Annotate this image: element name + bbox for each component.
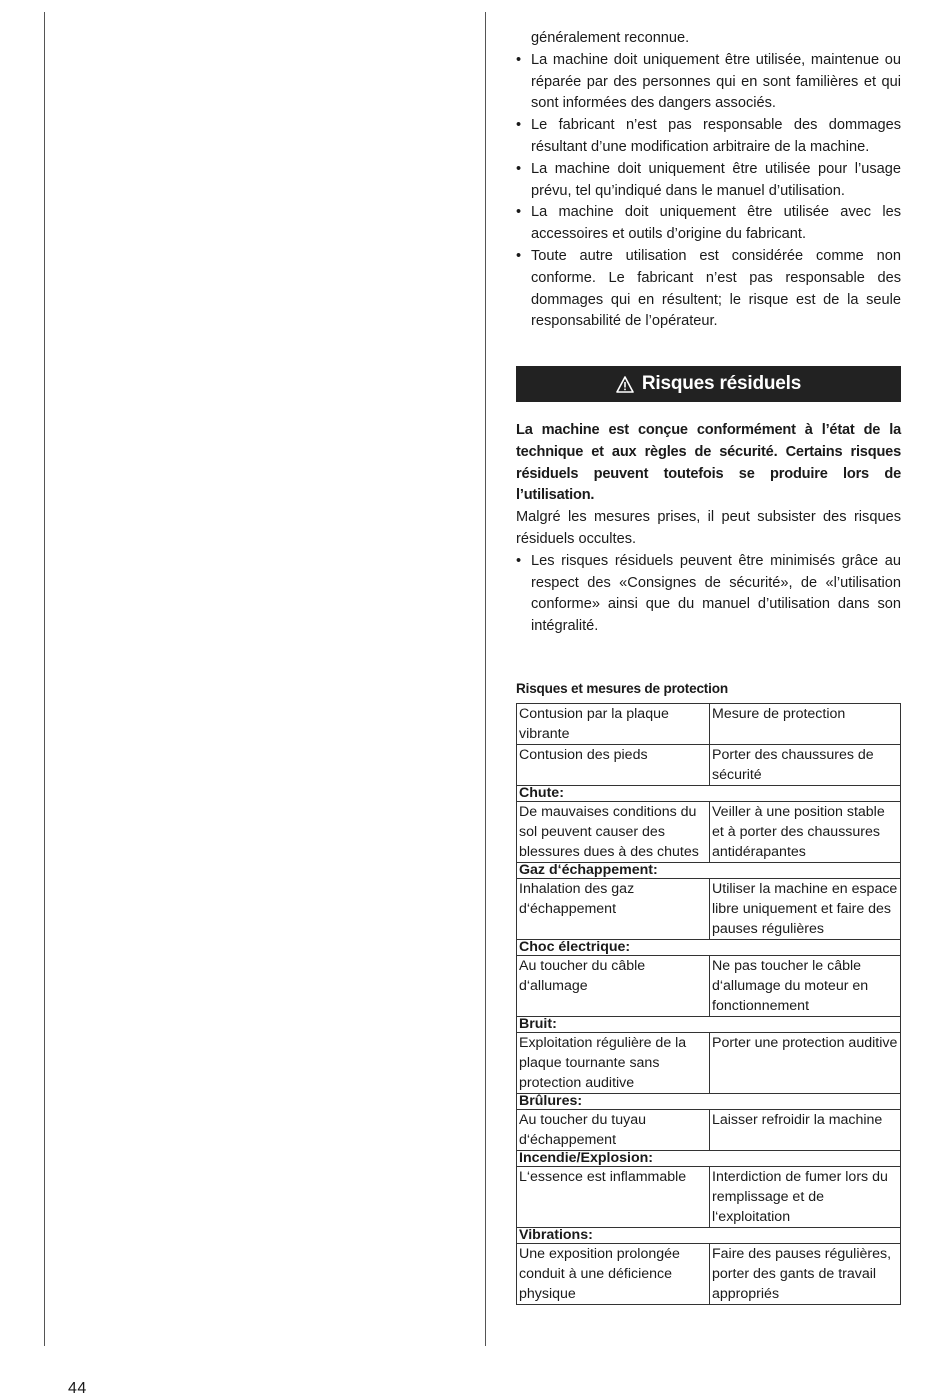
center-column-rule xyxy=(485,12,486,1346)
section-title: Risques résiduels xyxy=(641,373,802,394)
category-row xyxy=(517,940,901,956)
risk-table xyxy=(516,703,901,1305)
risk-cell: Contusion des pieds xyxy=(517,745,710,786)
measure-cell: Interdiction de fumer lors du remplissage et de l‘exploitation xyxy=(710,1167,901,1228)
measure-cell: Utiliser la machine en espace libre uniquement et faire des pauses régulières xyxy=(710,879,901,940)
risk-cell: De mauvaises conditions du sol peuvent causer des blessures dues à des chutes xyxy=(517,802,710,863)
category-row xyxy=(517,786,901,802)
intro-continuation: généralement reconnue. xyxy=(531,30,690,46)
intro-bullet: • La machine doit uniquement être utilisée pour l’usage prévu, tel qu’indiqué dans le manuel d’utilisation. xyxy=(516,159,901,203)
left-column-rule xyxy=(44,12,45,1346)
risk-cell: Contusion par la plaque vibrante xyxy=(517,704,710,745)
risk-table-container xyxy=(516,703,901,1305)
intro-text xyxy=(516,28,901,333)
intro-bullet: • La machine doit uniquement être utilisée, maintenue ou réparée par des personnes qui en sont familières et qui sont informées des dangers associés. xyxy=(516,50,901,115)
intro-bullet: • La machine doit uniquement être utilisée avec les accessoires et outils d’origine du fabricant. xyxy=(516,202,901,246)
category-cell: Chute: xyxy=(517,786,901,802)
measure-cell: Faire des pauses régulières, porter des gants de travail appropriés xyxy=(710,1244,901,1305)
risk-cell: Au toucher du tuyau d‘échappement xyxy=(517,1110,710,1151)
category-cell: Choc électrique: xyxy=(517,940,901,956)
page-number: 44 xyxy=(68,1380,87,1397)
residual-risk-text xyxy=(516,420,901,638)
category-cell: Gaz d‘échappement: xyxy=(517,863,901,879)
measure-cell: Veiller à une position stable et à porter des chaussures antidérapantes xyxy=(710,802,901,863)
warning-triangle-icon xyxy=(616,376,634,393)
category-row xyxy=(517,863,901,879)
section-paragraph: Malgré les mesures prises, il peut subsister des risques résiduels occultes. xyxy=(516,509,901,547)
category-cell: Brûlures: xyxy=(517,1094,901,1110)
section-bullet: • Les risques résiduels peuvent être minimisés grâce au respect des «Consignes de sécurité», de «l’utilisation conforme» ainsi que du manuel d’utilisation dans son intégralité. xyxy=(516,551,901,638)
category-cell: Incendie/Explosion: xyxy=(517,1151,901,1167)
table-row xyxy=(517,704,901,745)
measure-cell: Mesure de protection xyxy=(710,704,901,745)
section-bold-intro: La machine est conçue conformément à l’état de la technique et aux règles de sécurité. Certains risques résiduels peuvent toutefois se produire lors de l’utilisation. xyxy=(516,422,901,504)
intro-bullet: • Le fabricant n’est pas responsable des dommages résultant d’une modification arbitraire de la machine. xyxy=(516,115,901,159)
measure-cell: Porter une protection auditive xyxy=(710,1033,901,1094)
section-header xyxy=(516,366,901,402)
table-row xyxy=(517,1110,901,1151)
risk-cell: Une exposition prolongée conduit à une déficience physique xyxy=(517,1244,710,1305)
table-caption: Risques et mesures de protection xyxy=(516,681,728,696)
measure-cell: Ne pas toucher le câble d‘allumage du moteur en fonctionnement xyxy=(710,956,901,1017)
table-row xyxy=(517,1167,901,1228)
risk-cell: Inhalation des gaz d‘échappement xyxy=(517,879,710,940)
measure-cell: Porter des chaussures de sécurité xyxy=(710,745,901,786)
category-cell: Bruit: xyxy=(517,1017,901,1033)
table-row xyxy=(517,1244,901,1305)
category-row xyxy=(517,1094,901,1110)
section-bullet-list xyxy=(516,551,901,638)
category-row xyxy=(517,1228,901,1244)
table-row xyxy=(517,879,901,940)
table-row xyxy=(517,1033,901,1094)
risk-cell: Exploitation régulière de la plaque tournante sans protection auditive xyxy=(517,1033,710,1094)
measure-cell: Laisser refroidir la machine xyxy=(710,1110,901,1151)
intro-bullet-list xyxy=(516,50,901,333)
category-cell: Vibrations: xyxy=(517,1228,901,1244)
intro-bullet: • Toute autre utilisation est considérée comme non conforme. Le fabricant n’est pas responsable des dommages qui en résultent; le risque est de la seule responsabilité de l’opérateur. xyxy=(516,246,901,333)
risk-cell: Au toucher du câble d‘allumage xyxy=(517,956,710,1017)
table-row xyxy=(517,956,901,1017)
table-row xyxy=(517,745,901,786)
risk-cell: L‘essence est inflammable xyxy=(517,1167,710,1228)
table-row xyxy=(517,802,901,863)
category-row xyxy=(517,1017,901,1033)
category-row xyxy=(517,1151,901,1167)
